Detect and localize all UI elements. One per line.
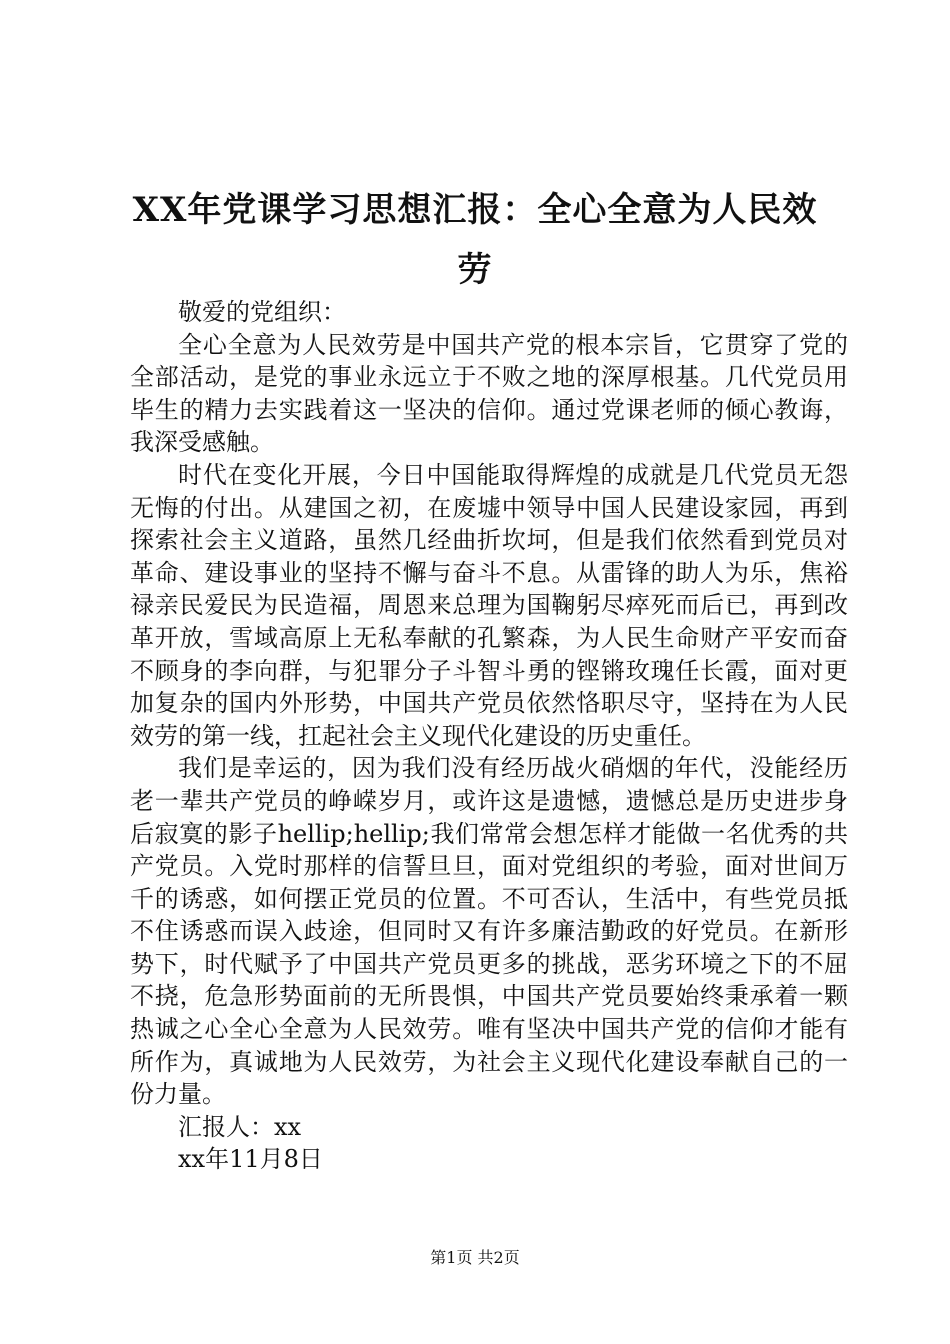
paragraph-2: 时代在变化开展，今日中国能取得辉煌的成就是几代党员无怨无悔的付出。从建国之初，在废墟中领导中国人民建设家园，再到探索社会主义道路，虽然几经曲折坎坷，但是我们依然看到党员对革命、建设事业的坚持不懈与奋斗不息。从雷锋的助人为乐，焦裕禄亲民爱民为民造福，周恩来总理为国鞠躬尽瘁死而后已，再到改革开放，雪域高原上无私奉献的孔繁森，为人民生命财产平安而奋不顾身的李向群，与犯罪分子斗智斗勇的铿锵玫瑰任长霞，面对更加复杂的国内外形势，中国共产党员依然恪职尽守，坚持在为人民效劳的第一线，扛起社会主义现代化建设的历史重任。 xyxy=(130,460,848,750)
paragraph-3: 我们是幸运的，因为我们没有经历战火硝烟的年代，没能经历老一辈共产党员的峥嵘岁月，或许这是遗憾，遗憾总是历史进步身后寂寞的影子hellip;hellip;我们常常会想怎样才能做一名优秀的共产党员。入党时那样的信誓旦旦，面对党组织的考验，面对世间万千的诱惑，如何摆正党员的位置。不可否认，生活中，有些党员抵不住诱惑而误入歧途，但同时又有许多廉洁勤政的好党员。在新形势下，时代赋予了中国共产党员更多的挑战，恶劣环境之下的不屈不挠，危急形势面前的无所畏惧，中国共产党员要始终秉承着一颗热诚之心全心全意为人民效劳。唯有坚决中国共产党的信仰才能有所作为，真诚地为人民效劳，为社会主义现代化建设奉献自己的一份力量。 xyxy=(130,754,848,1109)
document-title: XX年党课学习思想汇报：全心全意为人民效劳 xyxy=(132,190,818,290)
reporter-line: 汇报人：xx xyxy=(178,1112,302,1141)
date-line: xx年11月8日 xyxy=(178,1145,323,1174)
document-body xyxy=(130,296,848,1176)
page-footer: 第1页 共2页 xyxy=(430,1248,520,1267)
paragraph-1: 全心全意为人民效劳是中国共产党的根本宗旨，它贯穿了党的全部活动，是党的事业永远立于不败之地的深厚根基。几代党员用毕生的精力去实践着这一坚决的信仰。通过党课老师的倾心教诲，我深受感触。 xyxy=(130,330,848,457)
salutation: 敬爱的党组织： xyxy=(178,298,346,326)
